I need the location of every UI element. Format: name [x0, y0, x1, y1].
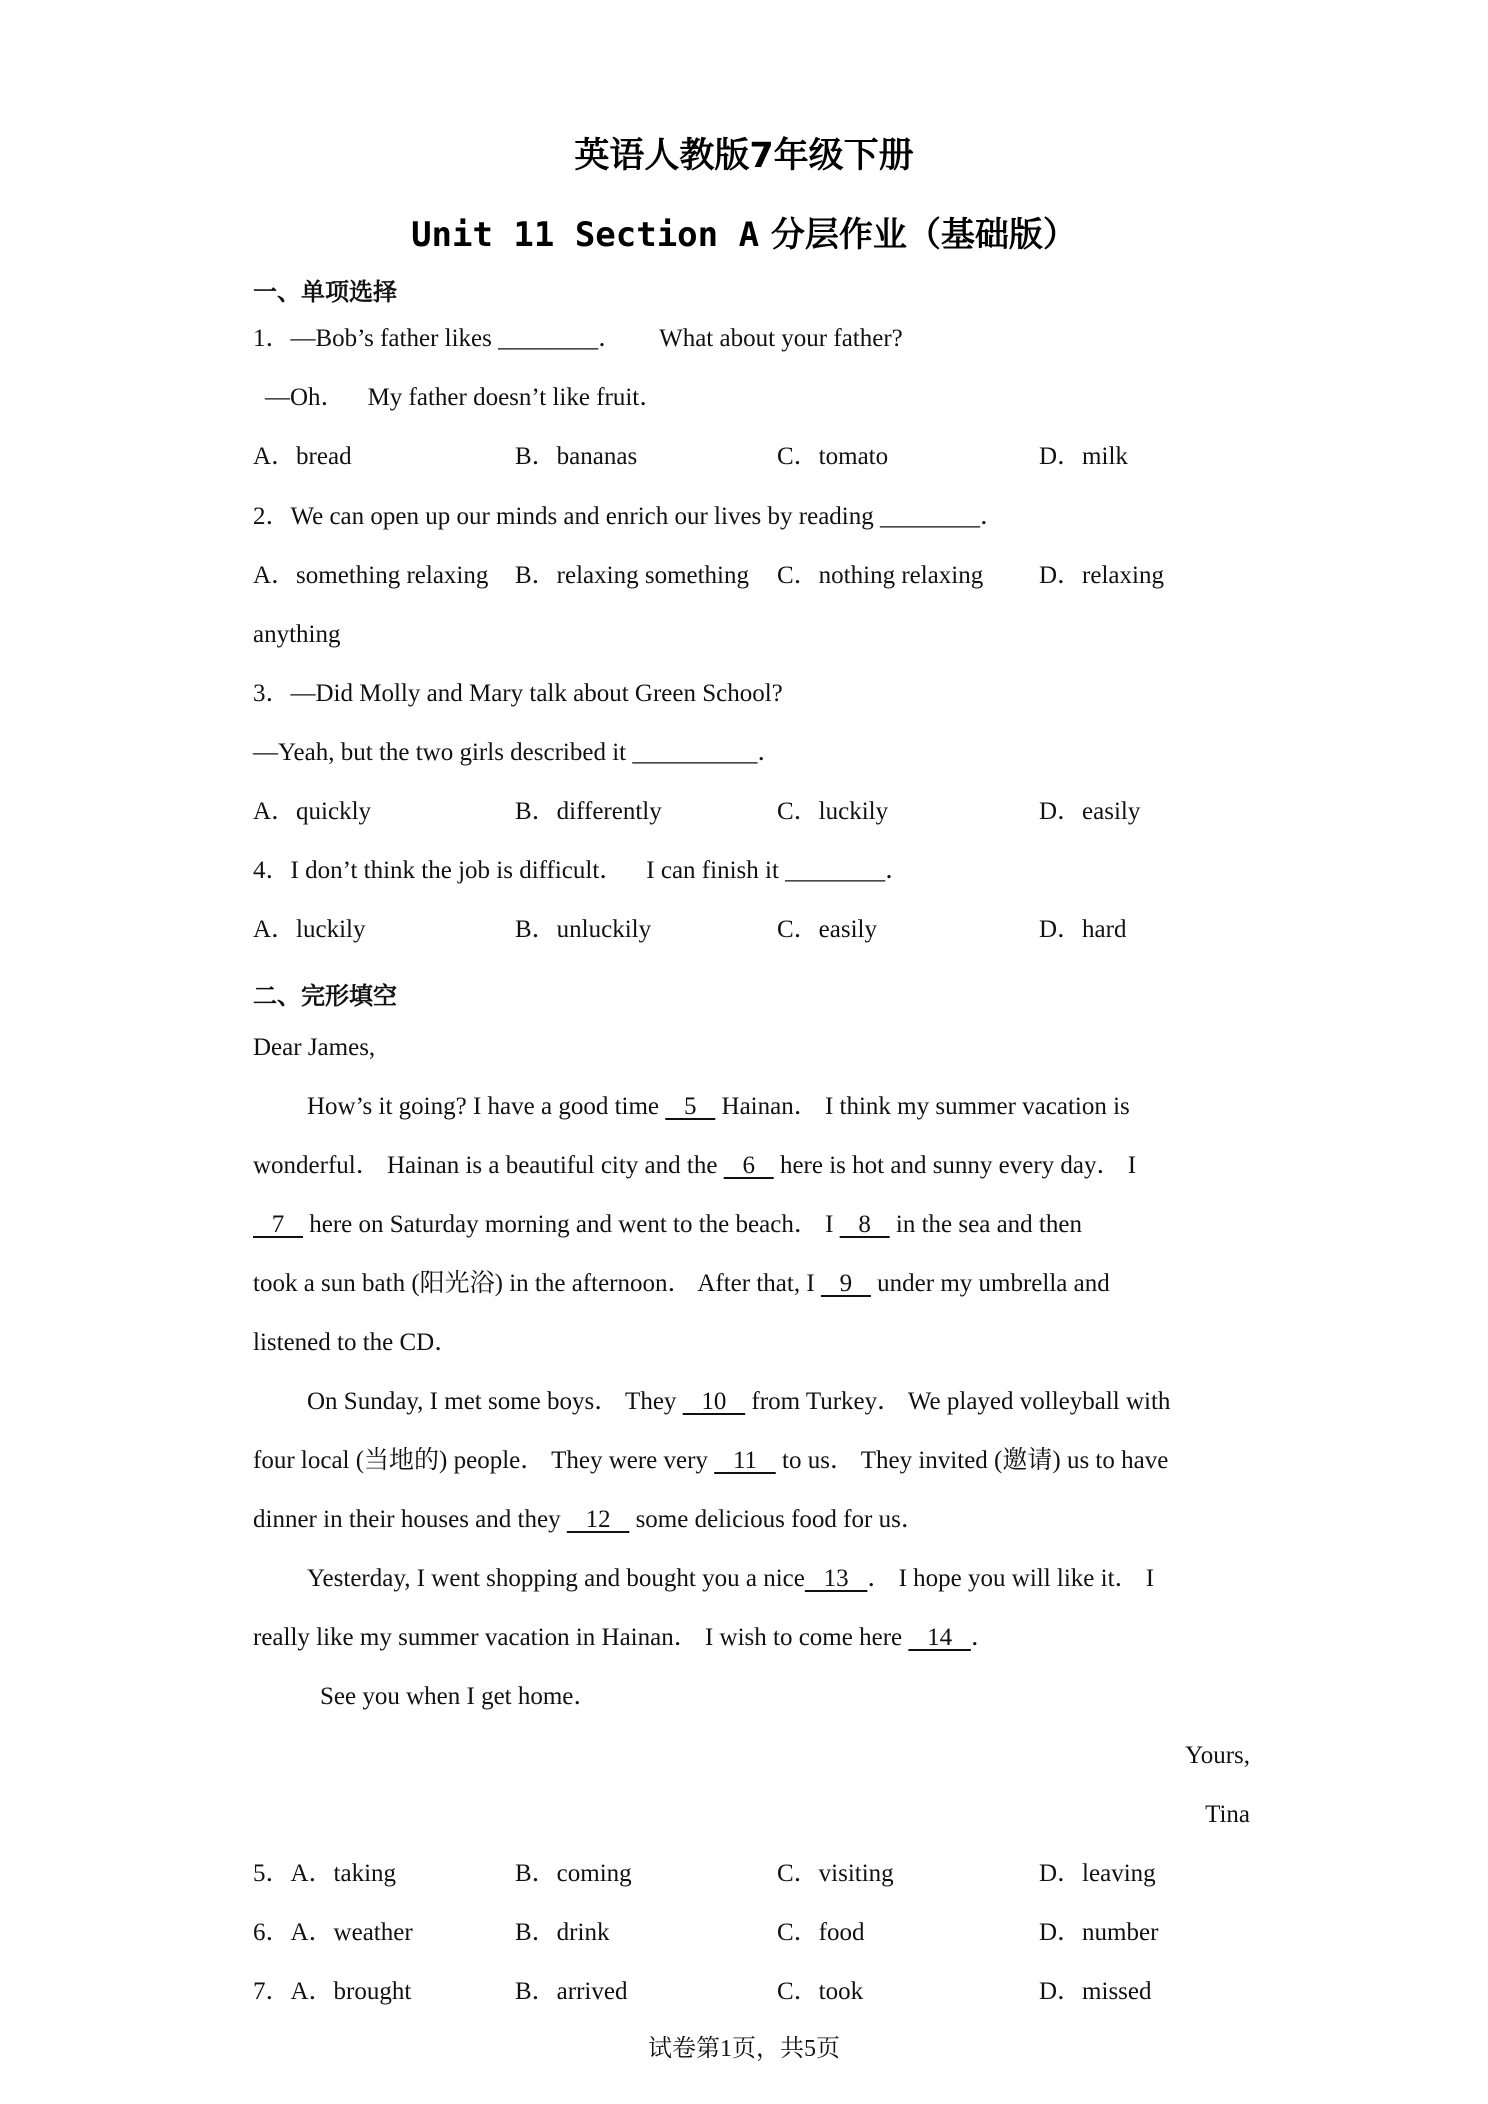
q2-option-d[interactable]: D．relaxing [1039, 562, 1164, 589]
text: really like my summer vacation in Hainan． I wish to come here [253, 1624, 909, 1651]
q1-reply-a: —Oh． [265, 384, 346, 411]
q7-option-a[interactable]: 7．A．brought [253, 1978, 412, 2005]
text: under my umbrella and [870, 1270, 1110, 1297]
q7-option-c[interactable]: C．took [777, 1978, 864, 2005]
q2-option-d-wrap: anything [253, 621, 341, 648]
text: ． I hope you will like it． I [867, 1565, 1155, 1592]
section-heading-cloze: 二、完形填空 [253, 982, 397, 1010]
blank-7[interactable]: 7 [253, 1211, 303, 1238]
q4-option-d[interactable]: D．hard [1039, 916, 1127, 943]
q6-option-a[interactable]: 6．A．weather [253, 1919, 413, 1946]
letter-p1-line1 [307, 1092, 1130, 1122]
q4-text-b: I can finish it ________． [646, 857, 911, 884]
page-subtitle [0, 207, 1488, 256]
letter-p1-line5: listened to the CD． [253, 1329, 460, 1356]
letter-p2-line2 [253, 1446, 1168, 1476]
letter-p2-line1 [307, 1387, 1170, 1417]
letter-p4: See you when I get home． [320, 1683, 599, 1710]
text: to us． They invited (邀请) us to have [775, 1447, 1169, 1474]
text: from Turkey． We played volleyball with [745, 1388, 1171, 1415]
blank-11[interactable]: 11 [714, 1447, 776, 1474]
blank-14[interactable]: 14 [908, 1624, 971, 1651]
blank-8[interactable]: 8 [839, 1211, 890, 1238]
letter-greeting: Dear James, [253, 1034, 376, 1061]
q5-option-a[interactable]: 5．A．taking [253, 1860, 397, 1887]
letter-p1-line3 [253, 1210, 1082, 1240]
text: in the sea and then [889, 1211, 1082, 1238]
q1-option-b[interactable]: B．bananas [515, 443, 638, 470]
letter-p3-line2 [253, 1623, 996, 1653]
section-heading-single-choice: 一、单项选择 [253, 278, 397, 306]
q4-option-c[interactable]: C．easily [777, 916, 877, 943]
blank-10[interactable]: 10 [682, 1388, 746, 1415]
q6-option-b[interactable]: B．drink [515, 1919, 610, 1946]
blank-6[interactable]: 6 [723, 1152, 774, 1179]
q1-reply [265, 383, 664, 413]
q4-option-b[interactable]: B．unluckily [515, 916, 652, 943]
q5-option-b[interactable]: B．coming [515, 1860, 632, 1887]
text: Yesterday, I went shopping and bought you a nice [307, 1565, 805, 1592]
q1-option-d[interactable]: D．milk [1039, 443, 1128, 470]
q1-option-a[interactable]: A．bread [253, 443, 352, 470]
blank-13[interactable]: 13 [804, 1565, 868, 1592]
text: How’s it going? I have a good time [307, 1093, 666, 1120]
q7-option-d[interactable]: D．missed [1039, 1978, 1152, 2005]
q3-reply: —Yeah, but the two girls described it __________． [253, 739, 783, 766]
q1-text-a: 1．—Bob’s father likes ________． [253, 325, 624, 352]
text: dinner in their houses and they [253, 1506, 567, 1533]
letter-p1-line4 [253, 1269, 1110, 1299]
q6-option-d[interactable]: D．number [1039, 1919, 1159, 1946]
subtitle-chinese: 分层作业（基础版） [770, 215, 1077, 255]
q3-option-d[interactable]: D．easily [1039, 798, 1141, 825]
q3-option-a[interactable]: A．quickly [253, 798, 372, 825]
letter-closing: Yours, [1185, 1742, 1250, 1769]
q3-option-b[interactable]: B．differently [515, 798, 662, 825]
letter-p3-line1 [307, 1564, 1154, 1594]
q3-option-c[interactable]: C．luckily [777, 798, 889, 825]
letter-p2-line3 [253, 1505, 926, 1535]
letter-signature: Tina [1205, 1801, 1250, 1828]
q4-text [253, 856, 910, 886]
page-footer: 试卷第1页，共5页 [648, 2036, 840, 2062]
q4-option-a[interactable]: A．luckily [253, 916, 366, 943]
q2-option-b[interactable]: B．relaxing something [515, 562, 749, 589]
text: took a sun bath (阳光浴) in the afternoon． After that, I [253, 1270, 821, 1297]
q2-text: 2．We can open up our minds and enrich our lives by reading ________． [253, 503, 1005, 530]
q1-text-b: What about your father? [659, 325, 903, 352]
text: Hainan． I think my summer vacation is [715, 1093, 1130, 1120]
q3-text: 3．—Did Molly and Mary talk about Green School? [253, 680, 783, 707]
q6-option-c[interactable]: C．food [777, 1919, 865, 1946]
text: wonderful． Hainan is a beautiful city and the [253, 1152, 724, 1179]
text: On Sunday, I met some boys． They [307, 1388, 683, 1415]
text: here is hot and sunny every day． I [773, 1152, 1137, 1179]
text: ． [970, 1624, 996, 1651]
q5-option-d[interactable]: D．leaving [1039, 1860, 1156, 1887]
q1-reply-b: My father doesn’t like fruit． [367, 384, 665, 411]
q7-option-b[interactable]: B．arrived [515, 1978, 628, 2005]
blank-9[interactable]: 9 [820, 1270, 871, 1297]
blank-12[interactable]: 12 [566, 1506, 630, 1533]
text: here on Saturday morning and went to the beach． I [303, 1211, 840, 1238]
text: some delicious food for us． [629, 1506, 926, 1533]
q1-option-c[interactable]: C．tomato [777, 443, 889, 470]
q5-option-c[interactable]: C．visiting [777, 1860, 894, 1887]
letter-p1-line2 [253, 1151, 1136, 1181]
q4-text-a: 4．I don’t think the job is difficult． [253, 857, 625, 884]
page-title: 英语人教版7年级下册 [574, 136, 914, 176]
text: four local (当地的) people． They were very [253, 1447, 715, 1474]
q1-text [253, 324, 903, 354]
q2-option-a[interactable]: A．something relaxing [253, 562, 489, 589]
blank-5[interactable]: 5 [665, 1093, 716, 1120]
subtitle-english: Unit 11 Section A [411, 215, 760, 255]
q2-option-c[interactable]: C．nothing relaxing [777, 562, 984, 589]
